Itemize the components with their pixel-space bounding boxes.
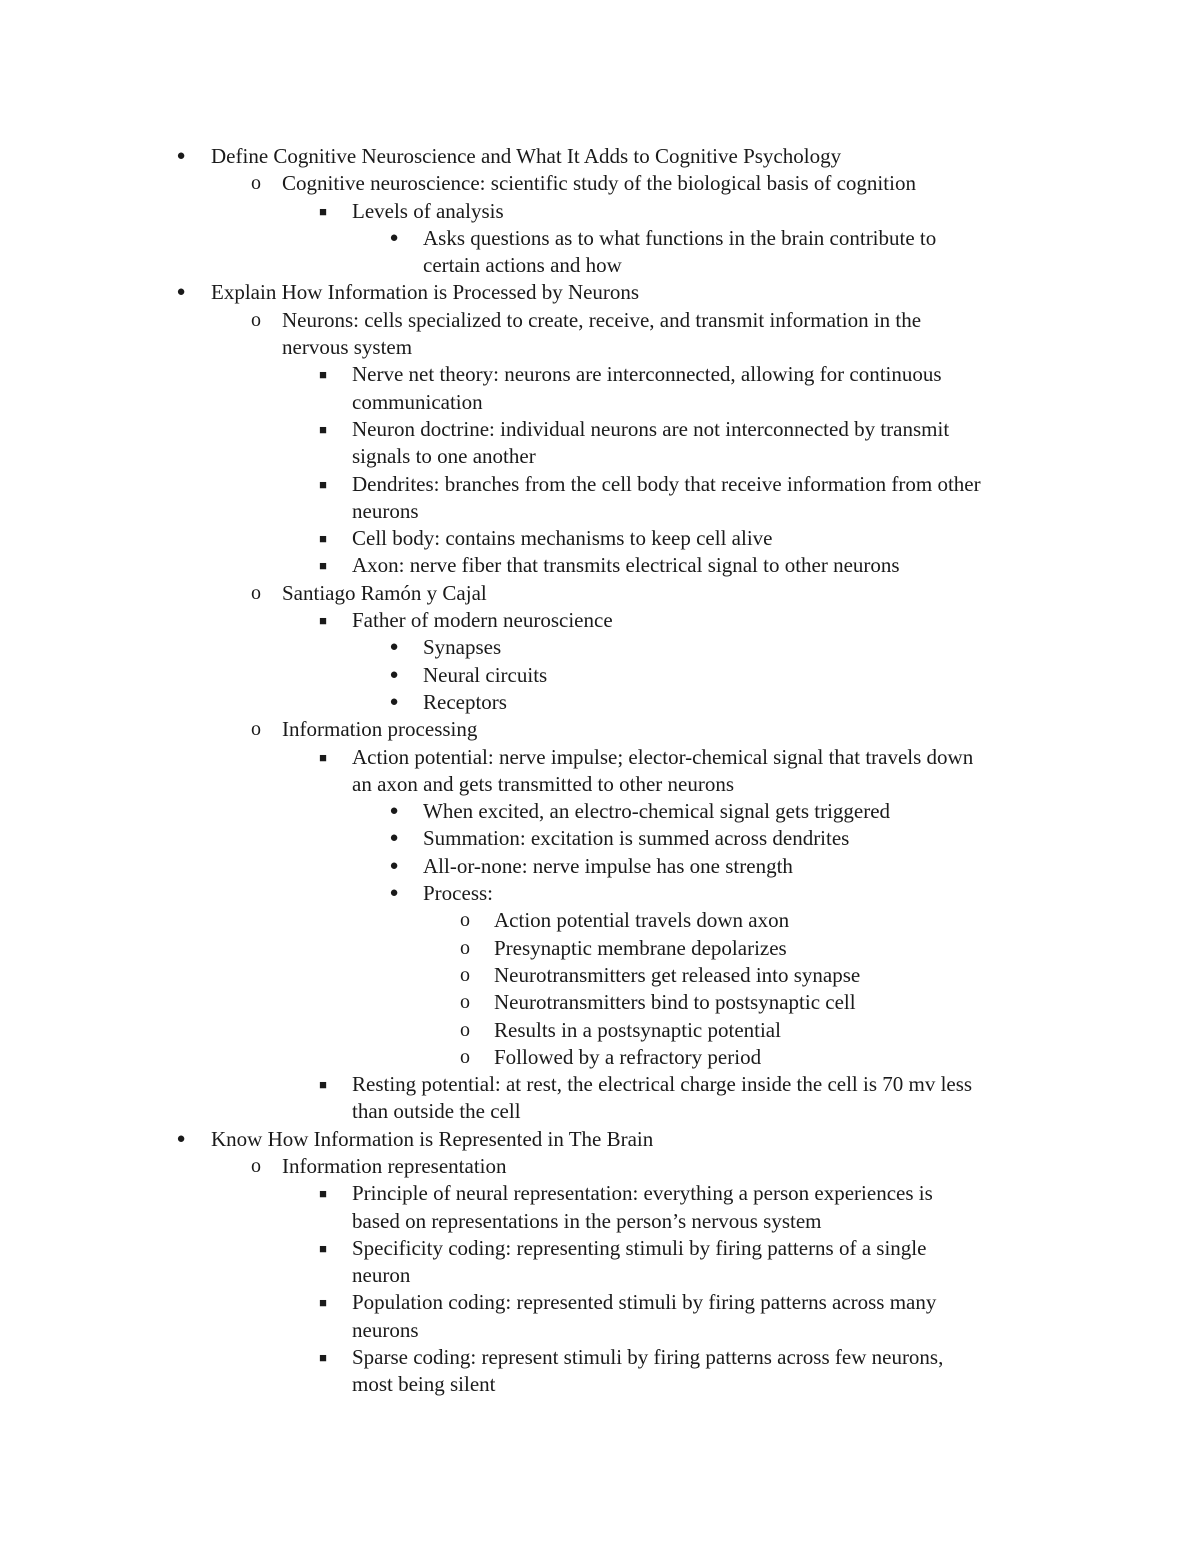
outline-item-text: Neurotransmitters get released into synapse [494, 962, 861, 987]
outline-item-text: Neurons: cells specialized to create, receive, and transmit information in the [282, 307, 922, 332]
outline-item-text: Action potential travels down axon [494, 908, 790, 933]
outline-item [0, 1180, 1200, 1207]
outline-item [0, 989, 1200, 1016]
outline-item-continuation [0, 443, 1200, 470]
bullet-icon: ● [389, 666, 399, 683]
outline-item-continuation-text: certain actions and how [423, 253, 622, 278]
outline-item-continuation [0, 252, 1200, 279]
bullet-icon: ■ [319, 1240, 327, 1256]
outline-item-text: Principle of neural representation: everything a person experiences is [352, 1181, 933, 1206]
outline-item-text: Asks questions as to what functions in the brain contribute to [423, 225, 937, 250]
outline-item-text: All-or-none: nerve impulse has one strength [423, 853, 793, 878]
outline-item [0, 1344, 1200, 1371]
bullet-icon: o [460, 1018, 470, 1041]
outline-item-text: Information processing [282, 717, 478, 742]
outline-item [0, 607, 1200, 634]
outline-item-text: Santiago Ramón y Cajal [282, 580, 487, 605]
outline-item-text: Cognitive neuroscience: scientific study of the biological basis of cognition [282, 171, 916, 196]
bullet-icon: o [460, 1045, 470, 1068]
outline-item-text: Explain How Information is Processed by Neurons [211, 280, 640, 305]
outline-item-continuation [0, 334, 1200, 361]
outline-item-text: Neurotransmitters bind to postsynaptic cell [494, 990, 856, 1015]
outline-item-continuation [0, 498, 1200, 525]
outline-item-continuation [0, 1208, 1200, 1235]
bullet-icon: ■ [319, 1186, 327, 1202]
outline-item-continuation [0, 1371, 1200, 1398]
outline-item-text: Results in a postsynaptic potential [494, 1017, 781, 1042]
outline-item-text: Define Cognitive Neuroscience and What It Adds to Cognitive Psychology [211, 144, 842, 168]
bullet-icon: ● [389, 229, 399, 246]
outline-item-text: Action potential: nerve impulse; elector-chemical signal that travels down [352, 744, 974, 769]
bullet-icon: ■ [319, 1077, 327, 1093]
bullet-icon: o [251, 172, 261, 195]
outline-item-continuation-text: neurons [352, 1317, 419, 1342]
outline-item-continuation [0, 1317, 1200, 1344]
outline-item-continuation-text: neurons [352, 498, 419, 523]
outline-item [0, 744, 1200, 771]
bullet-icon: ■ [319, 1295, 327, 1311]
bullet-icon: o [251, 581, 261, 604]
outline-item [0, 580, 1200, 607]
outline-item [0, 1153, 1200, 1180]
outline-item-text: Nerve net theory: neurons are interconnected, allowing for continuous [352, 362, 942, 387]
outline-item [0, 935, 1200, 962]
outline-item-continuation [0, 1262, 1200, 1289]
outline-item [0, 1235, 1200, 1262]
outline-notes [0, 143, 1200, 1399]
outline-item-text: Sparse coding: represent stimuli by firing patterns across few neurons, [352, 1345, 944, 1370]
outline-item [0, 552, 1200, 579]
bullet-icon: o [460, 963, 470, 986]
outline-item [0, 525, 1200, 552]
outline-item-text: Cell body: contains mechanisms to keep cell alive [352, 526, 773, 551]
bullet-icon: ● [389, 803, 399, 820]
outline-item [0, 170, 1200, 197]
outline-item-text: Receptors [423, 689, 507, 714]
outline-item [0, 1126, 1200, 1153]
outline-item [0, 689, 1200, 716]
bullet-icon: ● [176, 284, 186, 301]
outline-item-continuation-text: nervous system [282, 335, 413, 360]
outline-item-text: Followed by a refractory period [494, 1044, 762, 1069]
outline-item-text: Know How Information is Represented in The Brain [211, 1126, 654, 1151]
outline-item-text: Neural circuits [423, 662, 548, 687]
bullet-icon: ■ [319, 476, 327, 492]
outline-item [0, 471, 1200, 498]
outline-item-text: Axon: nerve fiber that transmits electrical signal to other neurons [352, 553, 900, 578]
outline-item [0, 1017, 1200, 1044]
bullet-icon: ■ [319, 749, 327, 765]
outline-item-text: Information representation [282, 1153, 507, 1178]
outline-item [0, 279, 1200, 306]
outline-item-text: Father of modern neuroscience [352, 608, 613, 633]
bullet-icon: ● [176, 1130, 186, 1147]
outline-item-text: Population coding: represented stimuli by firing patterns across many [352, 1290, 937, 1315]
outline-item-text: Summation: excitation is summed across dendrites [423, 826, 850, 851]
bullet-icon: ● [389, 693, 399, 710]
outline-item [0, 634, 1200, 661]
outline-item [0, 825, 1200, 852]
outline-item [0, 907, 1200, 934]
bullet-icon: ■ [319, 203, 327, 219]
bullet-icon: ● [389, 857, 399, 874]
bullet-icon: o [460, 909, 470, 932]
outline-item-continuation-text: communication [352, 389, 483, 414]
bullet-icon: ■ [319, 558, 327, 574]
outline-item [0, 962, 1200, 989]
bullet-icon: ■ [319, 531, 327, 547]
outline-item-text: Process: [423, 881, 493, 906]
bullet-icon: ● [389, 885, 399, 902]
outline-item-text: Specificity coding: representing stimuli by firing patterns of a single [352, 1235, 927, 1260]
bullet-icon: o [251, 308, 261, 331]
outline-item [0, 198, 1200, 225]
outline-item-text: Neuron doctrine: individual neurons are not interconnected by transmit [352, 416, 950, 441]
outline-item-continuation-text: than outside the cell [352, 1099, 521, 1124]
bullet-icon: ● [389, 830, 399, 847]
outline-item [0, 143, 1200, 170]
bullet-icon: ■ [319, 367, 327, 383]
outline-item [0, 225, 1200, 252]
bullet-icon: ■ [319, 613, 327, 629]
outline-item-continuation [0, 1098, 1200, 1125]
outline-item [0, 853, 1200, 880]
bullet-icon: o [460, 936, 470, 959]
outline-item-continuation-text: most being silent [352, 1372, 496, 1397]
outline-item [0, 880, 1200, 907]
outline-item-text: When excited, an electro-chemical signal gets triggered [423, 799, 891, 824]
outline-item [0, 798, 1200, 825]
outline-item-continuation-text: neuron [352, 1263, 411, 1288]
bullet-icon: ■ [319, 421, 327, 437]
outline-item [0, 1044, 1200, 1071]
outline-item [0, 1071, 1200, 1098]
bullet-icon: o [251, 1154, 261, 1177]
outline-item [0, 361, 1200, 388]
outline-item [0, 662, 1200, 689]
outline-item [0, 307, 1200, 334]
outline-item-continuation-text: an axon and gets transmitted to other neurons [352, 771, 734, 796]
bullet-icon: o [251, 718, 261, 741]
outline-item-continuation-text: signals to one another [352, 444, 536, 469]
outline-item [0, 416, 1200, 443]
outline-item-text: Presynaptic membrane depolarizes [494, 935, 787, 960]
bullet-icon: ■ [319, 1350, 327, 1366]
outline-item-text: Levels of analysis [352, 198, 504, 223]
bullet-icon: ● [176, 148, 186, 164]
outline-item [0, 716, 1200, 743]
bullet-icon: o [460, 991, 470, 1014]
outline-item-text: Resting potential: at rest, the electrical charge inside the cell is 70 mv less [352, 1072, 973, 1097]
outline-item-continuation [0, 389, 1200, 416]
outline-item [0, 1289, 1200, 1316]
outline-item-continuation [0, 771, 1200, 798]
bullet-icon: ● [389, 639, 399, 656]
outline-item-text: Dendrites: branches from the cell body that receive information from other [352, 471, 981, 496]
outline-item-text: Synapses [423, 635, 502, 660]
outline-item-continuation-text: based on representations in the person’s nervous system [352, 1208, 822, 1233]
